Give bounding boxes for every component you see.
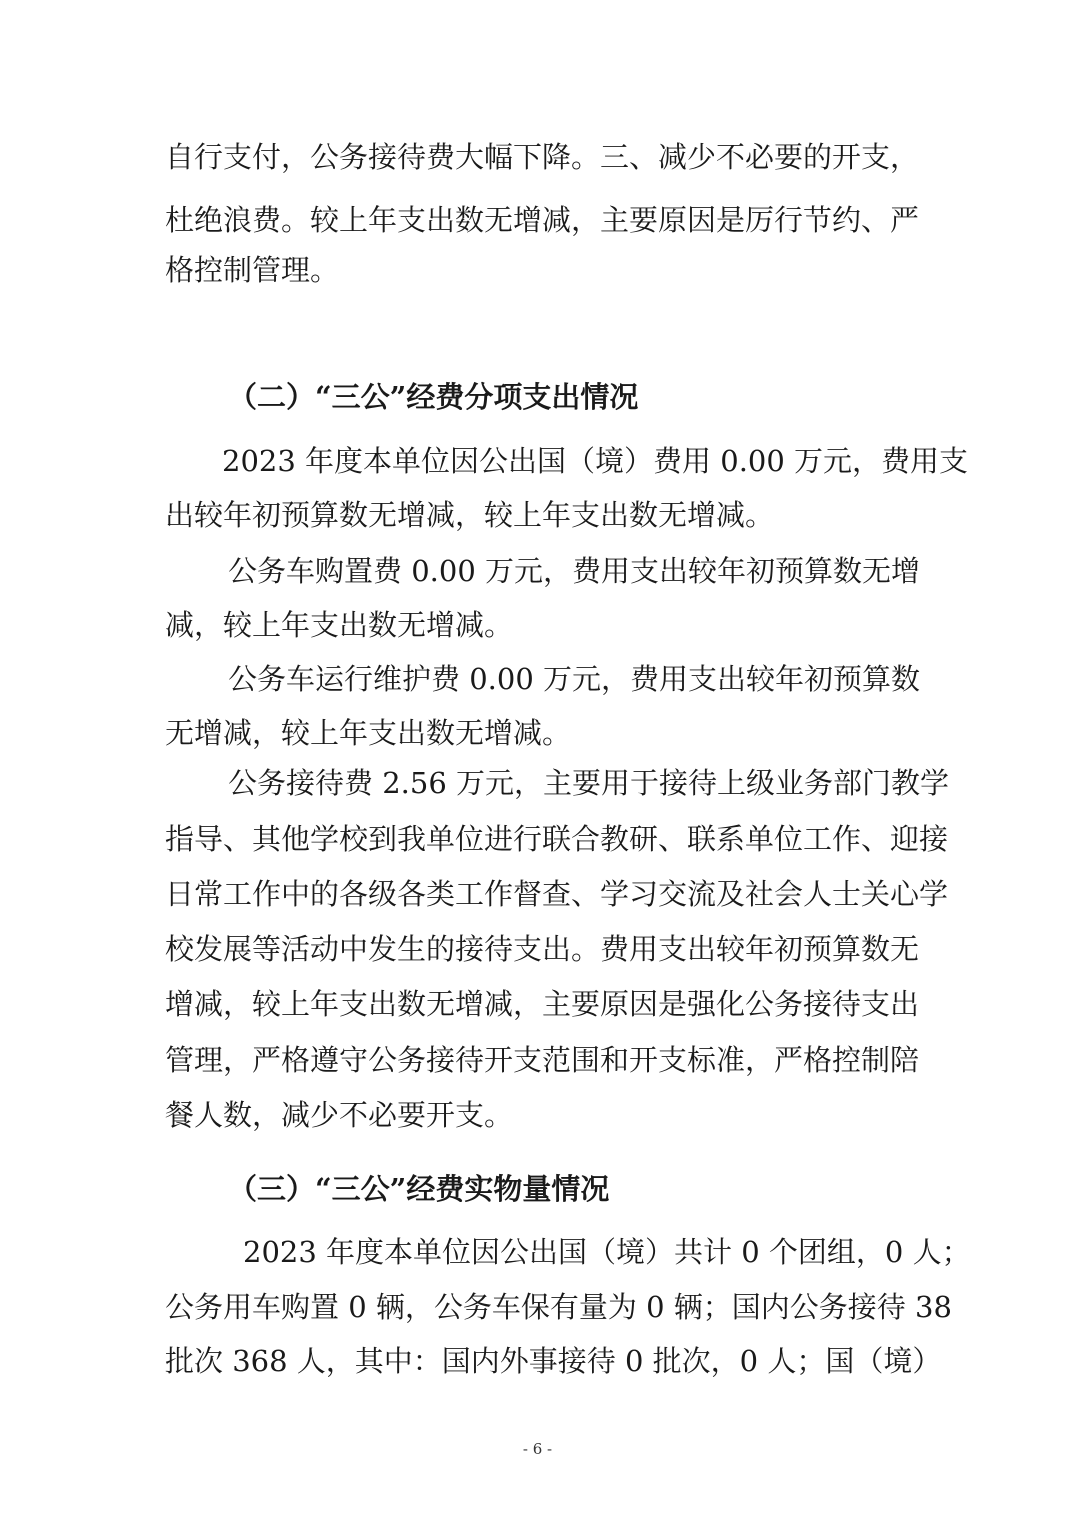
text-line: 杜绝浪费。较上年支出数无增减，主要原因是厉行节约、严 (165, 203, 920, 237)
text-line: 2023 年度本单位因公出国（境）共计 0 个团组，0 人； (243, 1235, 971, 1269)
text-line: 指导、其他学校到我单位进行联合教研、联系单位工作、迎接 (165, 822, 949, 856)
text-line: 餐人数，减少不必要开支。 (165, 1098, 514, 1132)
text-line: 管理，严格遵守公务接待开支范围和开支标准，严格控制陪 (165, 1043, 920, 1077)
text-line: 减，较上年支出数无增减。 (165, 608, 514, 642)
text-line: 日常工作中的各级各类工作督查、学习交流及社会人士关心学 (165, 877, 949, 911)
text-line: 格控制管理。 (165, 253, 340, 287)
text-line: 校发展等活动中发生的接待支出。费用支出较年初预算数无 (165, 932, 920, 966)
text-line: 增减，较上年支出数无增减，主要原因是强化公务接待支出 (165, 987, 920, 1021)
text-line: 自行支付，公务接待费大幅下降。三、减少不必要的开支， (165, 140, 920, 174)
text-line: 批次 368 人，其中：国内外事接待 0 批次，0 人；国（境） (165, 1344, 942, 1378)
text-line: 无增减，较上年支出数无增减。 (165, 716, 572, 750)
text-line: 公务车购置费 0.00 万元，费用支出较年初预算数无增 (228, 554, 921, 588)
page-number: - 6 - (522, 1440, 553, 1458)
section-heading: （三）“三公”经费实物量情况 (228, 1172, 610, 1206)
text-line: 出较年初预算数无增减，较上年支出数无增减。 (165, 498, 775, 532)
text-line: 2023 年度本单位因公出国（境）费用 0.00 万元，费用支 (222, 444, 969, 478)
text-line: 公务接待费 2.56 万元，主要用于接待上级业务部门教学 (228, 766, 950, 800)
section-heading: （二）“三公”经费分项支出情况 (228, 380, 639, 414)
text-line: 公务车运行维护费 0.00 万元，费用支出较年初预算数 (228, 662, 921, 696)
text-line: 公务用车购置 0 辆，公务车保有量为 0 辆；国内公务接待 38 (165, 1290, 952, 1324)
